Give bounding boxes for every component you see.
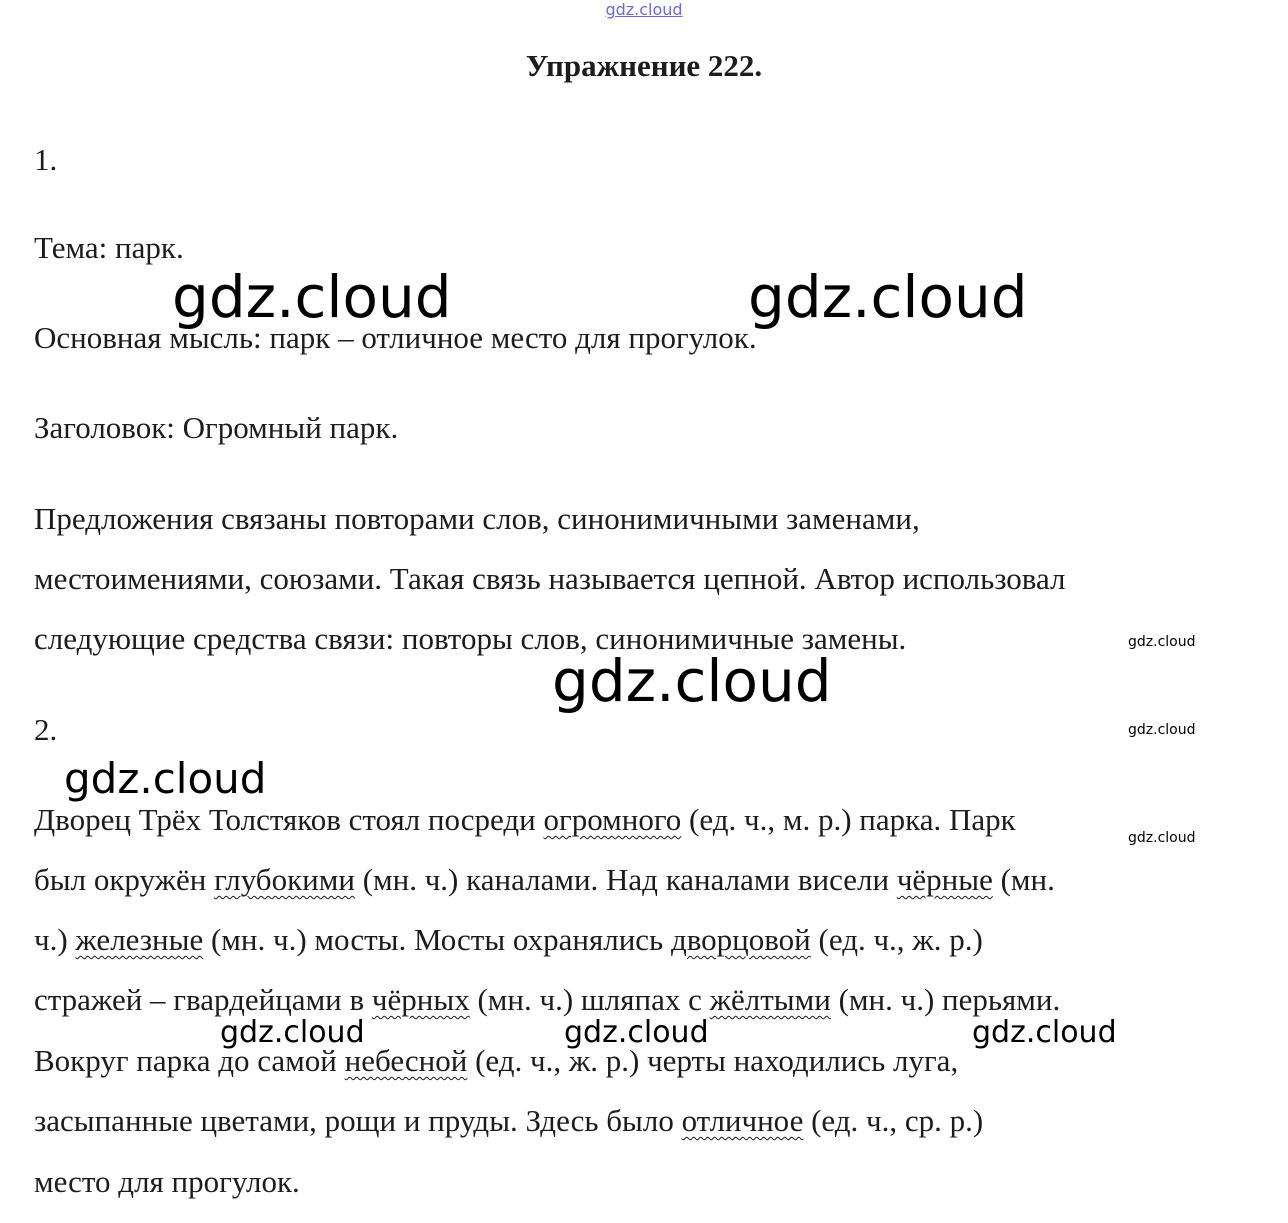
- text-segment: был окружён: [34, 862, 215, 897]
- watermark-small-3: gdz.cloud: [972, 1015, 1117, 1050]
- watermark-large-1: gdz.cloud: [172, 263, 452, 331]
- watermark-top[interactable]: gdz.cloud: [605, 0, 683, 19]
- adjective-word: небесной: [344, 1043, 468, 1078]
- watermark-tiny-2: gdz.cloud: [1128, 722, 1196, 738]
- watermark-tiny-1: gdz.cloud: [1128, 634, 1196, 650]
- adjective-word: отличное: [681, 1103, 804, 1138]
- text-segment: (мн. ч.) шляпах с: [469, 982, 710, 1017]
- text-line-1: [34, 800, 1016, 840]
- adjective-word: железные: [75, 922, 204, 957]
- adjective-word: глубокими: [214, 862, 355, 897]
- text-segment: (ед. ч., ж. р.) черты находились луга,: [467, 1043, 959, 1078]
- paragraph-line-2: местоимениями, союзами. Такая связь называется цепной. Автор использовал: [34, 561, 1066, 596]
- text-segment: (мн. ч.) перьями.: [830, 982, 1061, 1017]
- watermark-medium: gdz.cloud: [64, 754, 267, 803]
- adjective-word: чёрных: [371, 982, 470, 1017]
- adjective-word: чёрные: [896, 862, 993, 897]
- text-line-6: [34, 1101, 983, 1141]
- section-2-number: 2.: [34, 712, 58, 747]
- watermark-tiny-3: gdz.cloud: [1128, 830, 1196, 846]
- paragraph-line-1: Предложения связаны повторами слов, синонимичными заменами,: [34, 501, 920, 536]
- text-segment: (мн. ч.) каналами. Над каналами висели: [354, 862, 897, 897]
- topic-line: Тема: парк.: [34, 230, 184, 265]
- text-segment: (ед. ч., ср. р.): [803, 1103, 984, 1138]
- exercise-title: Упражнение 222.: [525, 48, 763, 83]
- text-segment: Вокруг парка до самой: [34, 1043, 345, 1078]
- main-idea-line: Основная мысль: парк – отличное место для прогулок.: [34, 320, 757, 355]
- text-segment: (мн. ч.) мосты. Мосты охранялись: [203, 922, 671, 957]
- watermark-large-2: gdz.cloud: [748, 263, 1028, 331]
- text-segment: засыпанные цветами, рощи и пруды. Здесь было: [34, 1103, 682, 1138]
- watermark-small-1: gdz.cloud: [220, 1015, 365, 1050]
- text-line-5: [34, 1041, 958, 1081]
- text-segment: (ед. ч., м. р.) парка. Парк: [681, 802, 1016, 837]
- watermark-small-2: gdz.cloud: [564, 1015, 709, 1050]
- text-segment: (ед. ч., ж. р.): [810, 922, 983, 957]
- watermark-large-3: gdz.cloud: [552, 647, 832, 715]
- adjective-word: дворцовой: [670, 922, 811, 957]
- text-line-2: [34, 860, 1055, 900]
- text-segment: ч.): [34, 922, 76, 957]
- paragraph-line-3: следующие средства связи: повторы слов, синонимичные замены.: [34, 621, 907, 656]
- text-segment: стражей – гвардейцами в: [34, 982, 372, 1017]
- text-line-3: [34, 920, 983, 960]
- text-line-4: [34, 980, 1060, 1020]
- section-1-number: 1.: [34, 142, 58, 177]
- text-line-7: место для прогулок.: [34, 1164, 300, 1199]
- adjective-word: жёлтыми: [709, 982, 831, 1017]
- text-segment: (мн.: [992, 862, 1055, 897]
- text-segment: Дворец Трёх Толстяков стоял посреди: [34, 802, 544, 837]
- adjective-word: огромного: [543, 802, 682, 837]
- heading-line: Заголовок: Огромный парк.: [34, 410, 399, 445]
